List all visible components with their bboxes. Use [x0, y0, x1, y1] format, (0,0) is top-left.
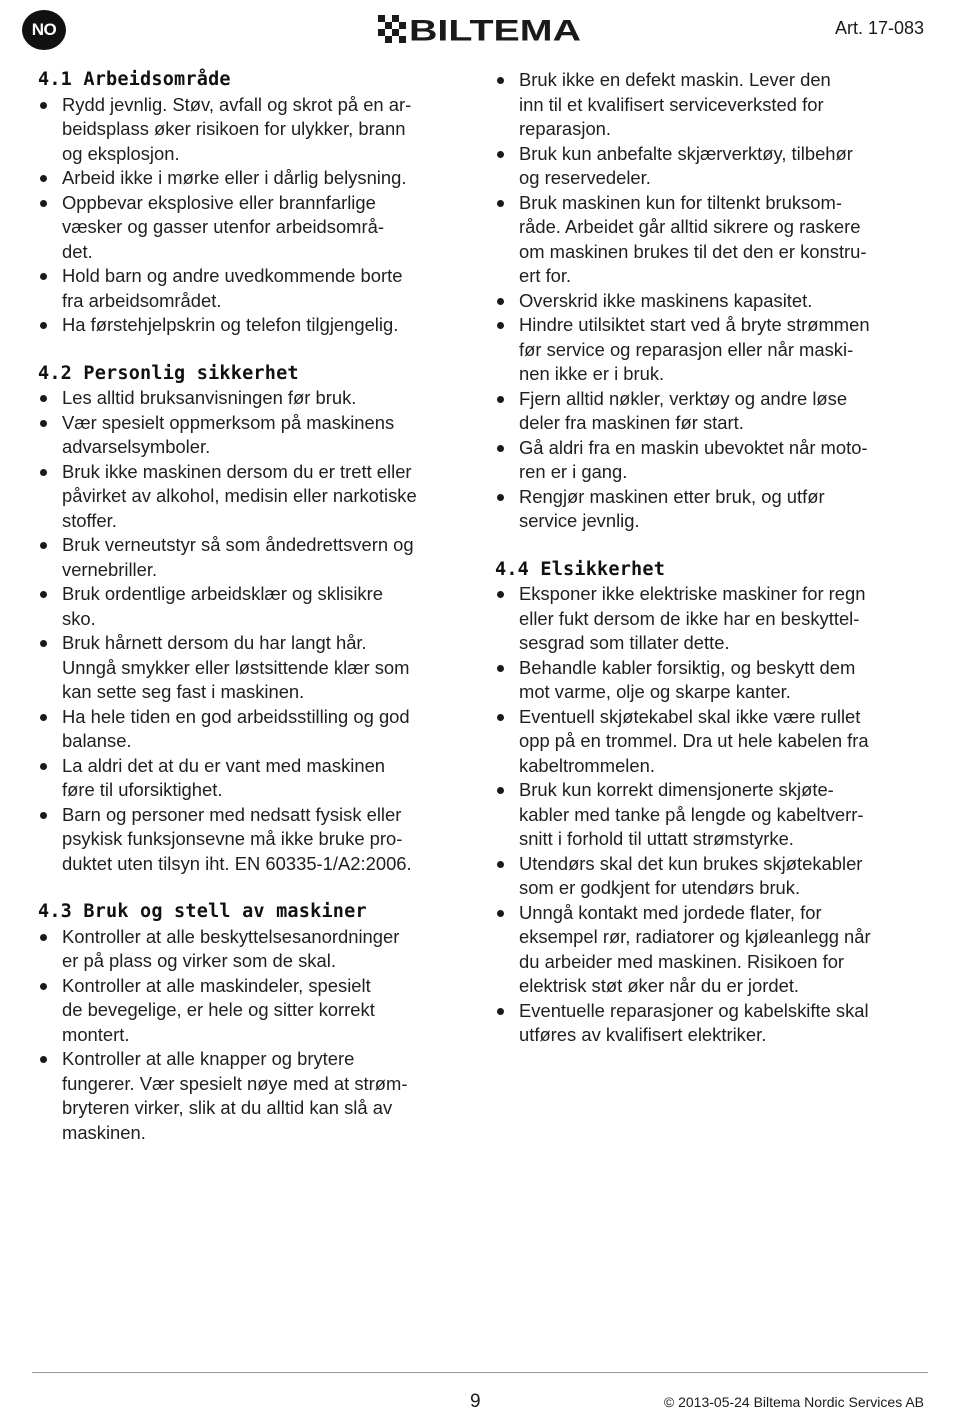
section-gap: [38, 876, 488, 900]
language-code: NO: [31, 20, 57, 39]
list-item: Unngå kontakt med jordede flater, for eksempel rør, radiatorer og kjøleanlegg når du arbeider med maskinen. Risikoen for elektrisk støt øker når du er jordet.: [495, 901, 940, 999]
list-item: Vær spesielt oppmerksom på maskinens advarselsymboler.: [38, 411, 488, 460]
list-item: Kontroller at alle knapper og brytere fungerer. Vær spesielt nøye med at strøm- bryteren virker, slik at du alltid kan slå av maskinen.: [38, 1047, 488, 1145]
list-item: Ha hele tiden en god arbeidsstilling og god balanse.: [38, 705, 488, 754]
list-item: Bruk ikke en defekt maskin. Lever den inn til et kvalifisert serviceverksted for reparasjon.: [495, 68, 940, 142]
list-item: Gå aldri fra en maskin ubevoktet når moto- ren er i gang.: [495, 436, 940, 485]
section-heading: 4.2 Personlig sikkerhet: [38, 362, 299, 384]
footer-divider: [32, 1372, 928, 1373]
left-column: [38, 68, 488, 1145]
list-item: Bruk ordentlige arbeidsklær og sklisikre sko.: [38, 582, 488, 631]
bullet-list: [38, 386, 488, 876]
list-item: Bruk kun anbefalte skjærverktøy, tilbehør og reservedeler.: [495, 142, 940, 191]
bullet-list: [495, 582, 940, 1048]
list-item: Kontroller at alle beskyttelsesanordninger er på plass og virker som de skal.: [38, 925, 488, 974]
bullet-list: [495, 68, 940, 534]
section-machine-use-continued: [495, 68, 940, 534]
language-badge: [22, 10, 66, 50]
section-electrical-safety: [495, 558, 940, 1048]
bullet-list: [38, 93, 488, 338]
list-item: Arbeid ikke i mørke eller i dårlig belysning.: [38, 166, 488, 191]
section-work-area: [38, 68, 488, 338]
list-item: Bruk hårnett dersom du har langt hår. Unngå smykker eller løstsittende klær som kan sette seg fast i maskinen.: [38, 631, 488, 705]
list-item: Eventuell skjøtekabel skal ikke være rullet opp på en trommel. Dra ut hele kabelen fra kabeltrommelen.: [495, 705, 940, 779]
list-item: Eksponer ikke elektriske maskiner for regn eller fukt dersom de ikke har en beskyttel- sesgrad som tillater dette.: [495, 582, 940, 656]
list-item: Ha førstehjelpskrin og telefon tilgjengelig.: [38, 313, 488, 338]
article-number: Art. 17-083: [834, 18, 924, 38]
brand-wordmark: BILTEMA: [409, 15, 581, 43]
list-item: Hold barn og andre uvedkommende borte fra arbeidsområdet.: [38, 264, 488, 313]
checkered-flag-icon: [378, 15, 406, 43]
list-item: La aldri det at du er vant med maskinen føre til uforsiktighet.: [38, 754, 488, 803]
list-item: Bruk verneutstyr så som åndedrettsvern og vernebriller.: [38, 533, 488, 582]
list-item: Rydd jevnlig. Støv, avfall og skrot på en ar- beidsplass øker risikoen for ulykker, brann og eksplosjon.: [38, 93, 488, 167]
list-item: Overskrid ikke maskinens kapasitet.: [495, 289, 940, 314]
list-item: Eventuelle reparasjoner og kabelskifte skal utføres av kvalifisert elektriker.: [495, 999, 940, 1048]
section-heading: 4.3 Bruk og stell av maskiner: [38, 901, 367, 922]
section-heading: 4.1 Arbeidsområde: [38, 69, 231, 90]
list-item: Rengjør maskinen etter bruk, og utfør service jevnlig.: [495, 485, 940, 534]
list-item: Hindre utilsiktet start ved å bryte strømmen før service og reparasjon eller når maski- nen ikke er i bruk.: [495, 313, 940, 387]
section-gap: [495, 534, 940, 558]
section-gap: [38, 338, 488, 362]
list-item: Utendørs skal det kun brukes skjøtekabler som er godkjent for utendørs bruk.: [495, 852, 940, 901]
section-heading: 4.4 Elsikkerhet: [495, 558, 666, 580]
copyright-notice: © 2013-05-24 Biltema Nordic Services AB: [663, 1394, 924, 1410]
page-number: 9: [470, 1391, 481, 1412]
page-header: [0, 0, 960, 60]
list-item: Bruk maskinen kun for tiltenkt bruksom- råde. Arbeidet går alltid sikrere og raskere om maskinen brukes til det den er konstru- ert for.: [495, 191, 940, 289]
list-item: Behandle kabler forsiktig, og beskytt dem mot varme, olje og skarpe kanter.: [495, 656, 940, 705]
list-item: Barn og personer med nedsatt fysisk eller psykisk funksjonsevne må ikke bruke pro- duktet uten tilsyn iht. EN 60335-1/A2:2006.: [38, 803, 488, 877]
list-item: Fjern alltid nøkler, verktøy og andre løse deler fra maskinen før start.: [495, 387, 940, 436]
list-item: Bruk ikke maskinen dersom du er trett eller påvirket av alkohol, medisin eller narkotiske stoffer.: [38, 460, 488, 534]
list-item: Les alltid bruksanvisningen før bruk.: [38, 386, 488, 411]
right-column: [495, 68, 940, 1048]
list-item: Kontroller at alle maskindeler, spesielt de bevegelige, er hele og sitter korrekt montert.: [38, 974, 488, 1048]
section-personal-safety: [38, 362, 488, 877]
list-item: Oppbevar eksplosive eller brannfarlige væsker og gasser utenfor arbeidsområ- det.: [38, 191, 488, 265]
section-machine-use-and-care: [38, 900, 488, 1145]
list-item: Bruk kun korrekt dimensjonerte skjøte- kabler med tanke på lengde og kabeltverr- snitt i forhold til uttatt strømstyrke.: [495, 778, 940, 852]
biltema-logo: [378, 15, 582, 43]
bullet-list: [38, 925, 488, 1146]
